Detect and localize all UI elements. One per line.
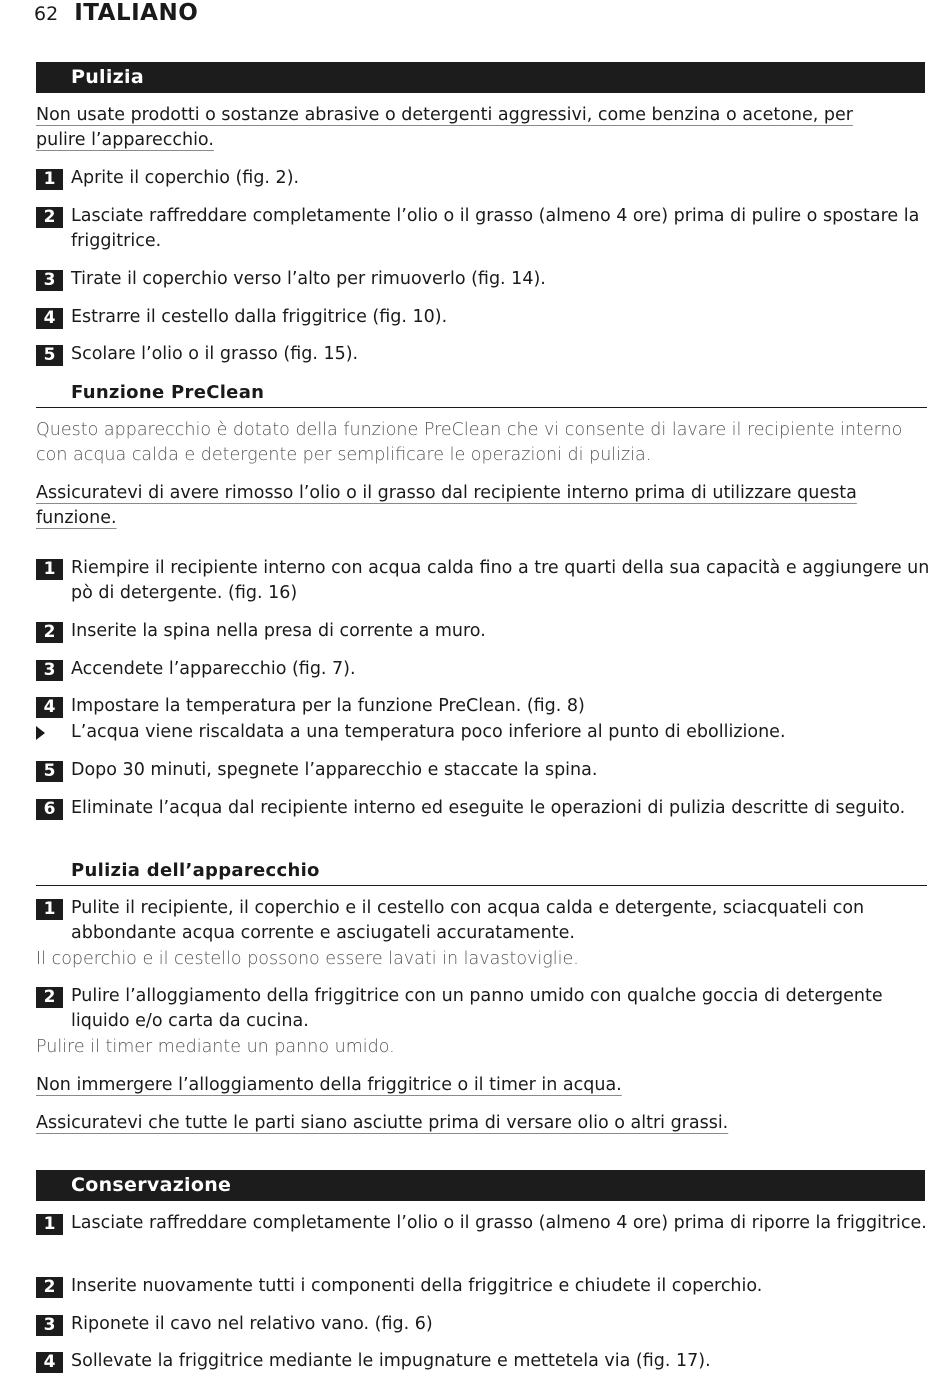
step-number: 3 [36, 660, 63, 681]
step-text: Estrarre il cestello dalla friggitrice (fig. 10). [71, 307, 448, 327]
step-number: 1 [36, 559, 63, 580]
warning-remove-oil: Assicuratevi di avere rimosso l’olio o il grasso dal recipiente interno prima di utilizzare questa funzione. [36, 483, 857, 528]
step-text: Accendete l’apparecchio (fig. 7). [71, 659, 356, 679]
step-number: 3 [36, 1315, 63, 1336]
step-number: 1 [36, 169, 63, 190]
section-heading-conservazione: Conservazione [36, 1170, 925, 1201]
step-number: 4 [36, 697, 63, 718]
step-number: 2 [36, 207, 63, 228]
step-text: Lasciate raffreddare completamente l’olio o il grasso (almeno 4 ore) prima di pulire o spostare la friggitrice. [71, 206, 920, 251]
page-header [34, 0, 198, 30]
section-heading-pulizia: Pulizia [36, 62, 925, 93]
note-timer: Pulire il timer mediante un panno umido. [36, 1037, 395, 1057]
step-text: Sollevate la friggitrice mediante le impugnature e mettetela via (fig. 17). [71, 1351, 711, 1371]
preclean-intro: Questo apparecchio è dotato della funzione PreClean che vi consente di lavare il recipiente interno con acqua calda e detergente per semplificare le operazioni di pulizia. [36, 420, 903, 465]
step-number: 4 [36, 1352, 63, 1373]
step-pulizia-2 [36, 204, 931, 256]
step-number: 1 [36, 1214, 63, 1235]
step-number: 5 [36, 761, 63, 782]
step-text: Scolare l’olio o il grasso (fig. 15). [71, 344, 359, 364]
warning-dry-parts: Assicuratevi che tutte le parti siano asciutte prima di versare olio o altri grassi. [36, 1113, 729, 1133]
warning-abrasives: Non usate prodotti o sostanze abrasive o detergenti aggressivi, come benzina o acetone, per pulire l’apparecchio. [36, 105, 853, 150]
subheading-preclean: Funzione PreClean [36, 382, 927, 408]
step-text: Inserite la spina nella presa di corrente a muro. [71, 621, 486, 641]
step-text: Dopo 30 minuti, spegnete l’apparecchio e staccate la spina. [71, 760, 598, 780]
step-apparecchio-1 [36, 896, 931, 948]
step-apparecchio-2 [36, 984, 931, 1036]
step-text: Eliminate l’acqua dal recipiente interno ed eseguite le operazioni di pulizia descritte di seguito. [71, 798, 906, 818]
step-conservazione-4 [36, 1349, 931, 1379]
step-preclean-6 [36, 796, 931, 848]
result-bullet [36, 720, 931, 746]
step-number: 6 [36, 799, 63, 820]
step-text: Riempire il recipiente interno con acqua calda fino a tre quarti della sua capacità e aggiungere un pò di detergente. (fig. 16) [71, 558, 930, 603]
language-title: ITALIANO [74, 0, 199, 26]
step-text: Riponete il cavo nel relativo vano. (fig. 6) [71, 1314, 433, 1334]
step-text: Pulite il recipiente, il coperchio e il cestello con acqua calda e detergente, sciacquateli con abbondante acqua corrente e asciugateli accuratamente. [71, 898, 865, 943]
step-text: Aprite il coperchio (fig. 2). [71, 168, 300, 188]
note-dishwasher: Il coperchio e il cestello possono essere lavati in lavastoviglie. [36, 949, 579, 969]
page-number: 62 [34, 3, 59, 25]
triangle-bullet-icon [36, 726, 45, 740]
step-number: 1 [36, 899, 63, 920]
subheading-pulizia-apparecchio: Pulizia dell’apparecchio [36, 860, 927, 886]
step-text: Impostare la temperatura per la funzione PreClean. (fig. 8) [71, 696, 585, 716]
step-number: 3 [36, 270, 63, 291]
step-number: 2 [36, 987, 63, 1008]
warning-no-immersion: Non immergere l’alloggiamento della friggitrice o il timer in acqua. [36, 1075, 622, 1095]
step-number: 2 [36, 1277, 63, 1298]
step-number: 5 [36, 345, 63, 366]
step-text: Inserite nuovamente tutti i componenti della friggitrice e chiudete il coperchio. [71, 1276, 763, 1296]
step-text: Tirate il coperchio verso l’alto per rimuoverlo (fig. 14). [71, 269, 546, 289]
step-number: 4 [36, 308, 63, 329]
step-text: Lasciate raffreddare completamente l’olio o il grasso (almeno 4 ore) prima di riporre la friggitrice. [71, 1213, 927, 1233]
bullet-text: L’acqua viene riscaldata a una temperatura poco inferiore al punto di ebollizione. [71, 722, 786, 742]
step-preclean-1 [36, 556, 931, 608]
step-number: 2 [36, 622, 63, 643]
step-conservazione-1 [36, 1211, 931, 1263]
step-text: Pulire l’alloggiamento della friggitrice con un panno umido con qualche goccia di detergente liquido e/o carta da cucina. [71, 986, 883, 1031]
